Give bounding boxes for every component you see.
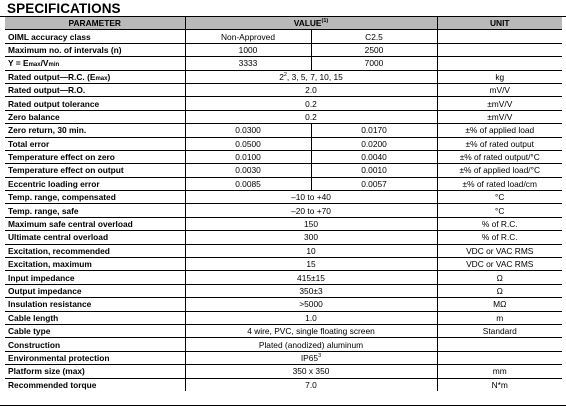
value-cell: 150: [185, 217, 437, 230]
table-row: [5, 137, 562, 150]
value-cell: 2.0: [185, 83, 437, 96]
parameter-cell: Temp. range, safe: [5, 204, 185, 217]
unit-cell: Ω: [437, 271, 562, 284]
table-row: [5, 204, 562, 217]
value-cell-c2-5: 0.0200: [311, 137, 437, 150]
unit-cell: % of R.C.: [437, 217, 562, 230]
specifications-table: [5, 17, 562, 391]
table-row: [5, 258, 562, 271]
value-cell: Plated (anodized) aluminum: [185, 338, 437, 351]
value-cell-c2-5: 7000: [311, 57, 437, 70]
table-row: [5, 217, 562, 230]
table-row: [5, 271, 562, 284]
parameter-cell: Zero balance: [5, 110, 185, 123]
value-cell-c2-5: 0.0040: [311, 150, 437, 163]
parameter-cell: Platform size (max): [5, 365, 185, 378]
table-row: [5, 284, 562, 297]
value-cell: 415±15: [185, 271, 437, 284]
table-row: [5, 30, 562, 43]
value-cell-non-approved: 1000: [185, 43, 311, 56]
unit-cell: N*m: [437, 378, 562, 391]
value-cell: –10 to +40: [185, 191, 437, 204]
parameter-column-header: PARAMETER: [5, 17, 185, 30]
value-cell-non-approved: 0.0085: [185, 177, 311, 190]
value-cell-non-approved: 0.0030: [185, 164, 311, 177]
value-cell: >5000: [185, 298, 437, 311]
table-row: [5, 57, 562, 70]
table-row: [5, 378, 562, 391]
table-row: [5, 110, 562, 123]
parameter-cell: Eccentric loading error: [5, 177, 185, 190]
unit-cell: mm: [437, 365, 562, 378]
value-cell-c2-5: 0.0170: [311, 124, 437, 137]
parameter-cell: Temp. range, compensated: [5, 191, 185, 204]
parameter-cell: Rated output—R.O.: [5, 83, 185, 96]
table-row: [5, 338, 562, 351]
unit-cell: [437, 57, 562, 70]
value-cell: 300: [185, 231, 437, 244]
unit-cell: ±% of rated output: [437, 137, 562, 150]
parameter-cell: Output impedance: [5, 284, 185, 297]
parameter-cell: Input impedance: [5, 271, 185, 284]
unit-cell: % of R.C.: [437, 231, 562, 244]
value-cell: 1.0: [185, 311, 437, 324]
table-row: [5, 83, 562, 96]
value-column-header: [185, 17, 437, 30]
table-row: [5, 70, 562, 83]
parameter-cell: Zero return, 30 min.: [5, 124, 185, 137]
value-cell: 350 x 350: [185, 365, 437, 378]
unit-cell: VDC or VAC RMS: [437, 244, 562, 257]
value-cell: 7.0: [185, 378, 437, 391]
unit-cell: ±% of rated load/cm: [437, 177, 562, 190]
parameter-cell: Total error: [5, 137, 185, 150]
section-title: SPECIFICATIONS: [7, 1, 121, 16]
parameter-cell: Temperature effect on output: [5, 164, 185, 177]
parameter-cell: Environmental protection: [5, 351, 185, 364]
parameter-cell: Construction: [5, 338, 185, 351]
table-row: [5, 150, 562, 163]
value-header-label: VALUE: [293, 18, 322, 29]
value-cell: $IP65^3$: [185, 351, 437, 364]
parameter-cell: Maximum safe central overload: [5, 217, 185, 230]
unit-cell: Standard: [437, 324, 562, 337]
unit-cell: °C: [437, 191, 562, 204]
value-cell: $2^2$, 3, 5, 7, 10, 15: [185, 70, 437, 83]
table-row: [5, 231, 562, 244]
unit-cell: °C: [437, 204, 562, 217]
parameter-cell: Maximum no. of intervals (n): [5, 43, 185, 56]
table-row: [5, 298, 562, 311]
table-row: [5, 311, 562, 324]
unit-cell: [437, 30, 562, 43]
value-cell-non-approved: 3333: [185, 57, 311, 70]
unit-cell: [437, 43, 562, 56]
value-cell-non-approved: 0.0300: [185, 124, 311, 137]
value-cell-non-approved: Non-Approved: [185, 30, 311, 43]
unit-column-header: UNIT: [437, 17, 562, 30]
value-cell: 15: [185, 258, 437, 271]
value-cell-c2-5: 2500: [311, 43, 437, 56]
parameter-cell: Recommended torque: [8, 379, 97, 390]
value-cell-c2-5: 0.0057: [311, 177, 437, 190]
unit-cell: ±mV/V: [437, 110, 562, 123]
parameter-cell: Excitation, recommended: [5, 244, 185, 257]
parameter-cell: Ultimate central overload: [5, 231, 185, 244]
value-cell-non-approved: 0.0100: [185, 150, 311, 163]
value-footnote-marker: (1): [321, 18, 329, 25]
parameter-cell: Rated output—R.C. (Emax): [5, 70, 185, 83]
parameter-cell: Insulation resistance: [5, 298, 185, 311]
parameter-cell: Rated output tolerance: [5, 97, 185, 110]
value-cell-non-approved: 0.0500: [185, 137, 311, 150]
unit-cell: VDC or VAC RMS: [437, 258, 562, 271]
unit-cell: m: [437, 311, 562, 324]
unit-cell: Ω: [437, 284, 562, 297]
parameter-cell: Cable type: [5, 324, 185, 337]
parameter-cell: OIML accuracy class: [5, 30, 185, 43]
table-row: [5, 324, 562, 337]
value-cell: 350±3: [185, 284, 437, 297]
table-bottom-rule: [0, 405, 566, 406]
parameter-cell: Cable length: [5, 311, 185, 324]
unit-cell: kg: [437, 70, 562, 83]
table-row: [5, 244, 562, 257]
table-row: [5, 97, 562, 110]
table-row: [5, 164, 562, 177]
unit-cell: [437, 351, 562, 364]
value-cell: 0.2: [185, 110, 437, 123]
table-row: [5, 365, 562, 378]
unit-cell: ±% of applied load/°C: [437, 164, 562, 177]
table-header-row: [5, 17, 562, 30]
parameter-cell: Temperature effect on zero: [5, 150, 185, 163]
unit-cell: mV/V: [437, 83, 562, 96]
parameter-cell: Excitation, maximum: [5, 258, 185, 271]
unit-cell: [437, 338, 562, 351]
table-row: [5, 124, 562, 137]
value-cell-c2-5: C2.5: [311, 30, 437, 43]
table-body: [5, 30, 562, 391]
value-cell: 10: [185, 244, 437, 257]
value-cell: –20 to +70: [185, 204, 437, 217]
value-cell-c2-5: 0.0010: [311, 164, 437, 177]
unit-cell: ±% of applied load: [437, 124, 562, 137]
value-cell: 0.2: [185, 97, 437, 110]
unit-cell: ±mV/V: [437, 97, 562, 110]
parameter-cell: Y = Emax/Vmin: [5, 57, 185, 70]
unit-cell: ±% of rated output/°C: [437, 150, 562, 163]
table-row: [5, 43, 562, 56]
unit-cell: MΩ: [437, 298, 562, 311]
table-row: [5, 191, 562, 204]
table-row: [5, 177, 562, 190]
table-row: [5, 351, 562, 364]
value-cell: 4 wire, PVC, single floating screen: [185, 324, 437, 337]
